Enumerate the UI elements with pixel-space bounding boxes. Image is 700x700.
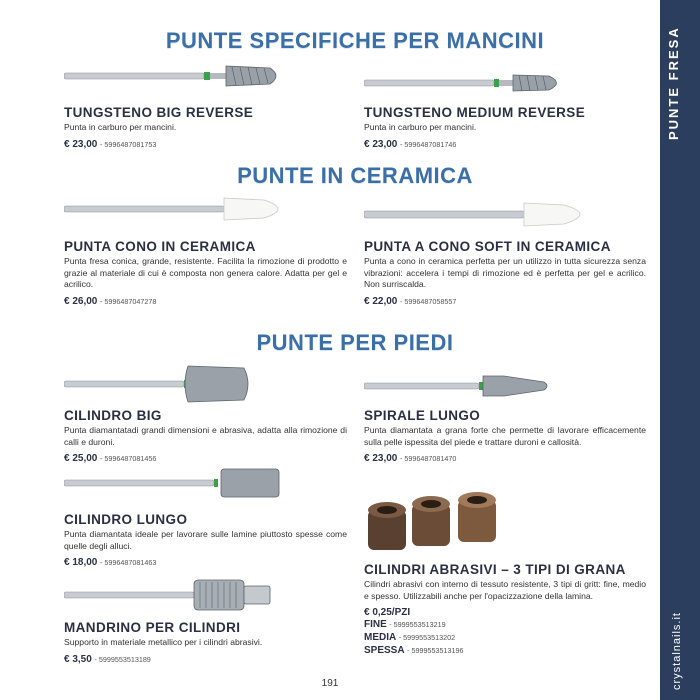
product-price: € 23,00: [364, 138, 398, 150]
product-desc: Punta fresa conica, grande, resistente. Facilita la rimozione di prodotto e grazie al materiale di cui è composta non genera calore. Adatta per gel e acrilico.: [64, 256, 347, 290]
product-name: PUNTA A CONO SOFT IN CERAMICA: [364, 239, 611, 254]
cilindro-lungo-image: [64, 466, 294, 502]
product-code: - 5996487047278: [100, 296, 157, 306]
product-code: - 5996487081456: [100, 454, 157, 464]
grade-label: SPESSA: [364, 645, 405, 657]
product-desc: Punta a cono in ceramica perfetta per un utilizzo in tutta sicurezza senza vibrazioni: accelera i tempi di rimozione ed è perfetta per gel e acrilico. Non surriscalda.: [364, 256, 646, 290]
product-price: € 25,00: [64, 453, 98, 465]
product-code: - 5996487081463: [100, 558, 157, 568]
product-name: MANDRINO PER CILINDRI: [64, 620, 241, 635]
product-desc: Supporto in materiale metallico per i cilindri abrasivi.: [64, 637, 263, 647]
cono-soft-image: [364, 198, 594, 232]
cilindri-abrasivi-image: [366, 490, 506, 556]
grade-row-fine: [364, 618, 646, 631]
product-code: - 5996487081470: [400, 454, 457, 464]
grade-code: - 5999553513202: [398, 633, 456, 643]
product-name: PUNTA CONO IN CERAMICA: [64, 239, 256, 254]
product-name: TUNGSTENO MEDIUM REVERSE: [364, 105, 586, 120]
product-name: TUNGSTENO BIG REVERSE: [64, 105, 254, 120]
product-code: - 5996487081753: [100, 139, 157, 149]
product-desc: Punta diamantatadi grandi dimensioni e abrasiva, adatta alla rimozione di calli e duroni.: [64, 425, 347, 447]
product-price-line: [64, 139, 349, 150]
product-name: CILINDRI ABRASIVI – 3 TIPI DI GRANA: [364, 562, 626, 577]
product-cilindri-abrasivi: [364, 562, 646, 657]
product-price-line: [64, 296, 347, 307]
product-mandrino: [64, 620, 347, 665]
spirale-lungo-image: [364, 372, 594, 400]
product-desc: Punta diamantata a grana forte che permette di lavorare efficacemente sulla pelle ispessita del piede e trattare duroni e callosità.: [364, 425, 646, 447]
product-price: € 0,25/PZI: [364, 607, 411, 619]
product-price: € 22,00: [364, 295, 398, 307]
product-price: € 23,00: [364, 453, 398, 465]
product-code: - 5996487081746: [400, 139, 457, 149]
mandrino-image: [64, 574, 294, 618]
grade-label: MEDIA: [364, 632, 397, 644]
tungsteno-medium-image: [364, 70, 594, 96]
product-code: - 5999553513189: [94, 654, 151, 664]
cilindro-big-image: [64, 362, 264, 406]
product-desc: Punta in carburo per mancini.: [64, 122, 177, 132]
product-desc: Punta in carburo per mancini.: [364, 122, 477, 132]
product-cilindro-big: [64, 408, 347, 464]
product-cilindro-lungo: [64, 512, 347, 568]
grade-row-spessa: [364, 644, 646, 657]
grade-label: FINE: [364, 619, 387, 631]
product-price: € 26,00: [64, 295, 98, 307]
section-title-piedi: PUNTE PER PIEDI: [256, 330, 454, 355]
product-cono-ceramica: [64, 239, 347, 307]
product-price-line: [364, 139, 646, 150]
product-price-line: [64, 654, 347, 665]
product-price-line: [364, 296, 646, 307]
product-name: SPIRALE LUNGO: [364, 408, 481, 423]
product-desc: Punta diamantata ideale per lavorare sulle lamine piuttosto spesse come quelle degli alluci.: [64, 529, 347, 551]
product-price-line: [364, 453, 646, 464]
grade-row-media: [364, 631, 646, 644]
product-price-line: [64, 453, 347, 464]
product-cono-soft: [364, 239, 646, 307]
product-price-line: [64, 557, 347, 568]
sidebar-site[interactable]: crystalnails.it: [671, 612, 683, 690]
grade-code: - 5999553513219: [389, 620, 446, 630]
product-code: - 5996487058557: [400, 296, 457, 306]
product-spirale-lungo: [364, 408, 646, 464]
product-tungsteno-medium: [364, 105, 646, 150]
section-title-mancini: PUNTE SPECIFICHE PER MANCINI: [165, 28, 545, 53]
product-price: € 18,00: [64, 557, 98, 569]
product-price: € 3,50: [64, 653, 92, 665]
cono-ceramica-image: [64, 192, 294, 226]
sidebar-title: PUNTE FRESA: [666, 26, 681, 140]
product-name: CILINDRO LUNGO: [64, 512, 188, 527]
section-title-ceramica: PUNTE IN CERAMICA: [237, 163, 473, 188]
page-number: 191: [321, 678, 339, 689]
product-price: € 23,00: [64, 138, 98, 150]
product-tungsteno-big: [64, 105, 349, 150]
grade-code: - 5999553513196: [407, 646, 464, 656]
product-price-line: [364, 607, 646, 618]
tungsteno-big-image: [64, 60, 294, 94]
product-desc: Cilindri abrasivi con interno di tessuto resistente, 3 tipi di gritt: fine, medio e spesso. Utilizzabili anche per l'opacizzazione della lamina.: [364, 579, 646, 601]
product-name: CILINDRO BIG: [64, 408, 162, 423]
